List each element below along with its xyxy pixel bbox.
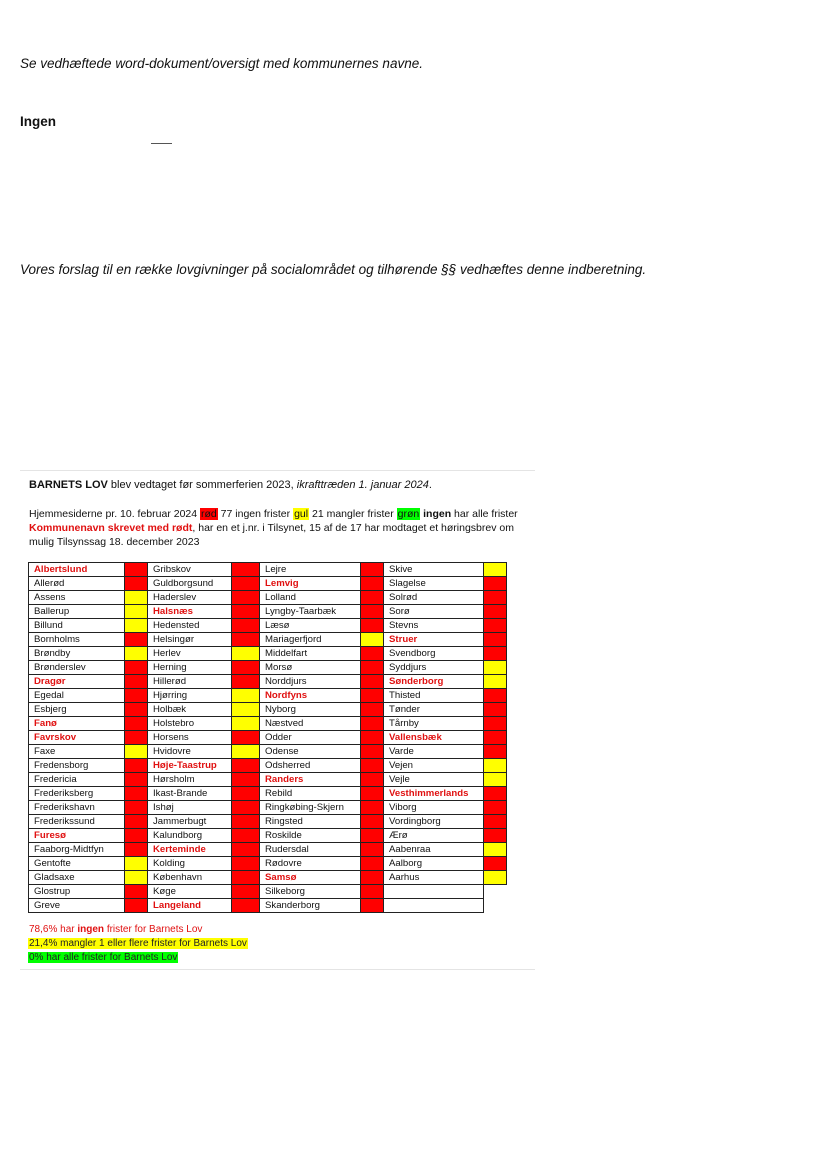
status-swatch-yellow	[125, 619, 148, 633]
municipality-name: Aarhus	[384, 871, 484, 885]
status-swatch-red	[484, 619, 507, 633]
municipality-name: Stevns	[384, 619, 484, 633]
municipality-name	[384, 899, 484, 913]
table-row	[29, 815, 507, 829]
figure-title	[29, 479, 432, 491]
status-swatch-yellow	[484, 563, 507, 577]
status-swatch-yellow	[361, 633, 384, 647]
municipality-name: Hedensted	[148, 619, 232, 633]
summary-all: 0% har alle frister for Barnets Lov	[29, 952, 178, 963]
figure-title-normal: blev vedtaget før sommerferien 2023,	[107, 479, 297, 491]
municipality-name: Fanø	[29, 717, 125, 731]
municipality-name: Slagelse	[384, 577, 484, 591]
municipality-name: Thisted	[384, 689, 484, 703]
municipality-name: Ringkøbing-Skjern	[260, 801, 361, 815]
status-swatch-red	[484, 633, 507, 647]
figure-title-italic: ikrafttræden 1. januar 2024	[296, 479, 429, 491]
status-swatch-red	[484, 801, 507, 815]
status-swatch-yellow	[484, 759, 507, 773]
status-swatch-red	[361, 899, 384, 913]
municipality-name: Lolland	[260, 591, 361, 605]
table-row	[29, 591, 507, 605]
status-swatch-red	[361, 661, 384, 675]
table-row	[29, 857, 507, 871]
divider-line	[151, 143, 172, 144]
table-row	[29, 647, 507, 661]
table-row	[29, 619, 507, 633]
municipality-name: Struer	[384, 633, 484, 647]
status-swatch-red	[484, 857, 507, 871]
municipality-name: Svendborg	[384, 647, 484, 661]
figure-title-bold: BARNETS LOV	[29, 479, 108, 491]
status-swatch-red	[232, 591, 260, 605]
municipality-name: Rebild	[260, 787, 361, 801]
figure-title-end: .	[428, 479, 432, 491]
municipality-name: Aabenraa	[384, 843, 484, 857]
status-swatch-red	[484, 745, 507, 759]
status-swatch-red	[361, 787, 384, 801]
status-swatch-red	[232, 885, 260, 899]
municipality-name: Allerød	[29, 577, 125, 591]
status-swatch-red	[361, 647, 384, 661]
status-swatch-red	[125, 787, 148, 801]
municipality-name: Vejle	[384, 773, 484, 787]
municipality-name: Frederikssund	[29, 815, 125, 829]
status-swatch-red	[125, 633, 148, 647]
status-swatch-red	[484, 577, 507, 591]
municipality-name: Brønderslev	[29, 661, 125, 675]
municipality-name: Tårnby	[384, 717, 484, 731]
status-swatch-red	[484, 731, 507, 745]
table-row	[29, 605, 507, 619]
table-row	[29, 829, 507, 843]
status-swatch-yellow	[125, 605, 148, 619]
status-swatch-red	[125, 703, 148, 717]
municipality-name: Randers	[260, 773, 361, 787]
status-swatch-red	[361, 773, 384, 787]
municipality-name: Herlev	[148, 647, 232, 661]
municipality-name: Lejre	[260, 563, 361, 577]
status-swatch-yellow	[484, 843, 507, 857]
municipality-name: Jammerbugt	[148, 815, 232, 829]
table-row	[29, 759, 507, 773]
status-swatch-red	[232, 899, 260, 913]
table-row	[29, 885, 507, 899]
table-row	[29, 675, 507, 689]
municipality-name: Furesø	[29, 829, 125, 843]
status-swatch-none	[484, 899, 507, 913]
municipality-name: Frederikshavn	[29, 801, 125, 815]
municipality-name: Holbæk	[148, 703, 232, 717]
municipality-name: Fredericia	[29, 773, 125, 787]
municipality-name: Egedal	[29, 689, 125, 703]
municipality-name: Gribskov	[148, 563, 232, 577]
municipality-name: Hillerød	[148, 675, 232, 689]
summary-none-a: 78,6% har	[29, 924, 78, 935]
legend-green-marker: grøn	[397, 508, 420, 520]
municipality-name: Horsens	[148, 731, 232, 745]
legend-yellow-text: 21 mangler frister	[309, 508, 397, 520]
status-swatch-yellow	[125, 871, 148, 885]
status-swatch-red	[361, 563, 384, 577]
legend-intro: Hjemmesiderne pr. 10. februar 2024	[29, 508, 201, 520]
municipality-name: Morsø	[260, 661, 361, 675]
status-swatch-red	[361, 591, 384, 605]
municipality-name: Greve	[29, 899, 125, 913]
table-row	[29, 843, 507, 857]
status-swatch-red	[484, 647, 507, 661]
municipality-name: Hvidovre	[148, 745, 232, 759]
status-swatch-red	[125, 661, 148, 675]
status-swatch-red	[232, 773, 260, 787]
table-row	[29, 899, 507, 913]
table-row	[29, 745, 507, 759]
status-swatch-yellow	[484, 661, 507, 675]
status-swatch-red	[232, 633, 260, 647]
municipality-name: Kolding	[148, 857, 232, 871]
status-swatch-red	[361, 689, 384, 703]
note-line	[29, 522, 514, 534]
status-swatch-yellow	[484, 871, 507, 885]
table-row	[29, 661, 507, 675]
table-row	[29, 689, 507, 703]
municipality-name: Herning	[148, 661, 232, 675]
municipality-name: Ishøj	[148, 801, 232, 815]
answer-heading: Ingen	[20, 114, 56, 129]
municipality-name: Sønderborg	[384, 675, 484, 689]
status-swatch-red	[232, 759, 260, 773]
status-swatch-red	[484, 717, 507, 731]
table-row	[29, 801, 507, 815]
municipality-name: Fredensborg	[29, 759, 125, 773]
proposal-paragraph: Vores forslag til en række lovgivninger på socialområdet og tilhørende §§ vedhæftes denne indberetning.	[20, 262, 647, 277]
status-swatch-red	[232, 675, 260, 689]
status-swatch-red	[361, 605, 384, 619]
status-swatch-red	[484, 815, 507, 829]
municipality-name: Vordingborg	[384, 815, 484, 829]
municipality-name: Mariagerfjord	[260, 633, 361, 647]
status-swatch-red	[361, 885, 384, 899]
municipality-name: Gentofte	[29, 857, 125, 871]
status-swatch-red	[232, 731, 260, 745]
municipality-name: Assens	[29, 591, 125, 605]
table-row	[29, 773, 507, 787]
status-swatch-red	[232, 787, 260, 801]
status-swatch-red	[232, 661, 260, 675]
municipality-name: Hjørring	[148, 689, 232, 703]
municipality-name: Dragør	[29, 675, 125, 689]
municipality-name: Silkeborg	[260, 885, 361, 899]
status-swatch-red	[232, 619, 260, 633]
status-swatch-yellow	[232, 647, 260, 661]
municipality-name: Middelfart	[260, 647, 361, 661]
note-rest-text: , har en et j.nr. i Tilsynet, 15 af de 17 har modtaget et høringsbrev om	[192, 522, 514, 534]
status-swatch-red	[125, 829, 148, 843]
municipality-name: Bornholms	[29, 633, 125, 647]
legend-line	[29, 508, 518, 520]
status-swatch-yellow	[484, 773, 507, 787]
status-swatch-red	[232, 815, 260, 829]
status-swatch-red	[361, 829, 384, 843]
status-swatch-red	[361, 675, 384, 689]
municipality-name: Favrskov	[29, 731, 125, 745]
municipality-name: Vallensbæk	[384, 731, 484, 745]
legend-yellow-marker: gul	[294, 508, 309, 520]
municipality-name: Ringsted	[260, 815, 361, 829]
status-swatch-red	[232, 871, 260, 885]
legend-red-text: 77 ingen frister	[217, 508, 294, 520]
legend-green-bold: ingen	[420, 508, 452, 520]
status-swatch-red	[125, 577, 148, 591]
status-swatch-red	[484, 689, 507, 703]
status-swatch-red	[125, 675, 148, 689]
status-swatch-red	[232, 563, 260, 577]
municipality-name: Langeland	[148, 899, 232, 913]
status-swatch-red	[361, 871, 384, 885]
municipality-name: Læsø	[260, 619, 361, 633]
municipality-name: Nyborg	[260, 703, 361, 717]
municipality-name: Gladsaxe	[29, 871, 125, 885]
status-swatch-yellow	[232, 717, 260, 731]
summary-none-bold: ingen	[77, 924, 105, 935]
municipality-name: Glostrup	[29, 885, 125, 899]
municipality-name: Varde	[384, 745, 484, 759]
note-date-line: mulig Tilsynssag 18. december 2023	[29, 536, 200, 548]
status-swatch-red	[361, 703, 384, 717]
status-swatch-red	[125, 563, 148, 577]
municipality-name: Halsnæs	[148, 605, 232, 619]
municipality-name: Rødovre	[260, 857, 361, 871]
status-swatch-red	[484, 829, 507, 843]
status-swatch-yellow	[232, 689, 260, 703]
table-row	[29, 563, 507, 577]
municipality-name: Køge	[148, 885, 232, 899]
municipality-name: Tønder	[384, 703, 484, 717]
status-swatch-red	[125, 717, 148, 731]
municipality-name: Lyngby-Taarbæk	[260, 605, 361, 619]
status-swatch-red	[232, 829, 260, 843]
municipality-name: Faxe	[29, 745, 125, 759]
municipality-name: Odsherred	[260, 759, 361, 773]
status-swatch-red	[484, 605, 507, 619]
status-swatch-red	[361, 577, 384, 591]
municipality-name: Ikast-Brande	[148, 787, 232, 801]
municipality-name: København	[148, 871, 232, 885]
municipality-name: Roskilde	[260, 829, 361, 843]
status-swatch-red	[484, 787, 507, 801]
municipality-name: Guldborgsund	[148, 577, 232, 591]
status-swatch-red	[361, 843, 384, 857]
status-swatch-red	[125, 759, 148, 773]
table-row	[29, 787, 507, 801]
barnets-lov-figure	[20, 470, 535, 970]
note-red-text: Kommunenavn skrevet med rødt	[29, 522, 193, 534]
table-row	[29, 871, 507, 885]
municipality-name	[384, 885, 484, 899]
status-swatch-red	[125, 815, 148, 829]
municipality-name: Næstved	[260, 717, 361, 731]
municipality-name: Haderslev	[148, 591, 232, 605]
status-swatch-red	[361, 717, 384, 731]
status-swatch-yellow	[125, 591, 148, 605]
municipality-name: Rudersdal	[260, 843, 361, 857]
status-swatch-yellow	[232, 703, 260, 717]
municipality-name: Albertslund	[29, 563, 125, 577]
municipality-name: Skanderborg	[260, 899, 361, 913]
status-swatch-red	[125, 885, 148, 899]
municipality-name: Ærø	[384, 829, 484, 843]
municipality-name: Holstebro	[148, 717, 232, 731]
municipality-name: Esbjerg	[29, 703, 125, 717]
municipality-name: Viborg	[384, 801, 484, 815]
municipality-name: Sorø	[384, 605, 484, 619]
status-swatch-red	[232, 843, 260, 857]
status-swatch-red	[361, 815, 384, 829]
municipality-table	[28, 562, 507, 913]
municipality-name: Odder	[260, 731, 361, 745]
table-row	[29, 731, 507, 745]
municipality-name: Ballerup	[29, 605, 125, 619]
status-swatch-red	[125, 731, 148, 745]
municipality-name: Brøndby	[29, 647, 125, 661]
status-swatch-red	[232, 605, 260, 619]
status-swatch-red	[125, 689, 148, 703]
municipality-name: Samsø	[260, 871, 361, 885]
intro-paragraph: Se vedhæftede word-dokument/oversigt med kommunernes navne.	[20, 56, 423, 71]
summary-missing: 21,4% mangler 1 eller flere frister for Barnets Lov	[29, 938, 247, 949]
table-row	[29, 703, 507, 717]
summary-none-b: frister for Barnets Lov	[104, 924, 203, 935]
legend-green-text: har alle frister	[451, 508, 518, 520]
status-swatch-red	[125, 899, 148, 913]
municipality-name: Solrød	[384, 591, 484, 605]
status-swatch-red	[361, 745, 384, 759]
municipality-name: Kerteminde	[148, 843, 232, 857]
municipality-name: Norddjurs	[260, 675, 361, 689]
status-swatch-red	[361, 619, 384, 633]
table-row	[29, 717, 507, 731]
status-swatch-red	[232, 577, 260, 591]
status-swatch-yellow	[125, 745, 148, 759]
table-row	[29, 633, 507, 647]
status-swatch-yellow	[232, 745, 260, 759]
status-swatch-red	[361, 759, 384, 773]
status-swatch-red	[484, 591, 507, 605]
municipality-name: Kalundborg	[148, 829, 232, 843]
legend-red-marker: rød	[201, 508, 217, 520]
municipality-name: Hørsholm	[148, 773, 232, 787]
status-swatch-red	[361, 857, 384, 871]
status-swatch-yellow	[484, 675, 507, 689]
municipality-name: Lemvig	[260, 577, 361, 591]
municipality-name: Skive	[384, 563, 484, 577]
municipality-name: Aalborg	[384, 857, 484, 871]
status-swatch-red	[125, 801, 148, 815]
municipality-name: Nordfyns	[260, 689, 361, 703]
status-swatch-red	[125, 773, 148, 787]
municipality-name: Syddjurs	[384, 661, 484, 675]
municipality-name: Billund	[29, 619, 125, 633]
municipality-name: Høje-Taastrup	[148, 759, 232, 773]
municipality-name: Helsingør	[148, 633, 232, 647]
status-swatch-red	[125, 843, 148, 857]
table-row	[29, 577, 507, 591]
municipality-name: Faaborg-Midtfyn	[29, 843, 125, 857]
municipality-name: Vesthimmerlands	[384, 787, 484, 801]
status-swatch-red	[232, 801, 260, 815]
summary-none	[28, 924, 203, 935]
municipality-name: Vejen	[384, 759, 484, 773]
municipality-name: Odense	[260, 745, 361, 759]
status-swatch-red	[361, 801, 384, 815]
status-swatch-red	[361, 731, 384, 745]
municipality-name: Frederiksberg	[29, 787, 125, 801]
status-swatch-red	[484, 703, 507, 717]
status-swatch-yellow	[125, 647, 148, 661]
status-swatch-yellow	[125, 857, 148, 871]
status-swatch-red	[232, 857, 260, 871]
status-swatch-none	[484, 885, 507, 899]
